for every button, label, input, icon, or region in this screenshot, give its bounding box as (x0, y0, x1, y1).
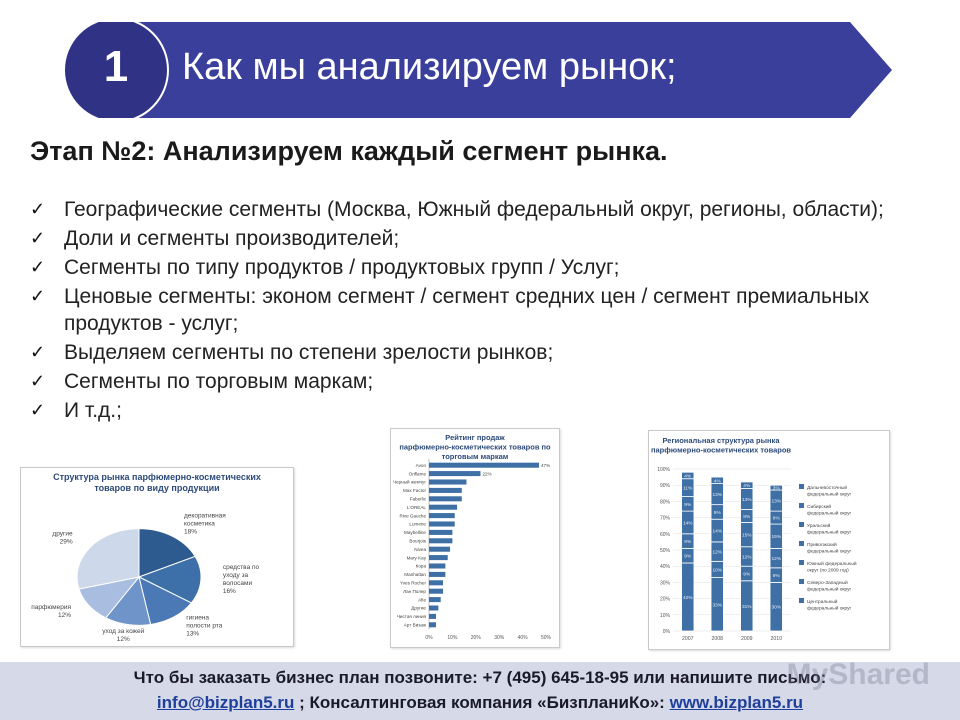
bar (429, 580, 443, 585)
list-item: ✓ Географические сегменты (Москва, Южный федеральный округ, регионы, области); (30, 198, 884, 221)
segment-value-label: 13% (712, 493, 723, 499)
legend-label: Сибирский (807, 505, 832, 510)
check-icon: ✓ (30, 286, 46, 306)
bar-value-label: 47% (540, 462, 551, 468)
bar (429, 471, 480, 476)
check-icon: ✓ (30, 342, 46, 362)
chart-title: парфюмерно-косметических товаров (650, 445, 792, 455)
bar (429, 597, 441, 602)
bar (429, 614, 436, 619)
footer-contact-line: Что бы заказать бизнес план позвоните: +7 (495) 645-18-95 или напишите письмо: (133, 668, 827, 687)
segment-value-label: 30% (771, 605, 782, 611)
y-tick-label: 50% (659, 548, 670, 554)
x-tick-label: 0% (425, 635, 433, 641)
check-icon: ✓ (30, 228, 46, 248)
legend-label: федеральный округ (807, 606, 852, 612)
pie-label: 13% (186, 630, 200, 638)
segment-value-label: 33% (712, 603, 723, 609)
bar-category-label: Другие (411, 605, 426, 611)
pie-label: косметика (184, 520, 215, 528)
chart-title: Структура рынка парфюмерно-косметических (53, 472, 261, 482)
segment-value-label: 12% (712, 550, 723, 556)
check-icon: ✓ (30, 199, 46, 219)
bar (429, 538, 452, 543)
y-tick-label: 0% (662, 629, 670, 635)
bar (429, 488, 462, 493)
pie-chart-panel (20, 467, 294, 647)
bar (429, 555, 448, 560)
legend-label: Дальневосточный (807, 486, 848, 491)
legend-label: Приволжский (807, 543, 837, 548)
check-icon: ✓ (30, 400, 46, 420)
pie-label: 18% (184, 528, 198, 536)
bar-category-label: Лан Полер (403, 588, 426, 594)
bar-chart-panel (390, 428, 560, 648)
bar-category-label: Lumene (409, 521, 426, 527)
chart-title: торговым маркам (441, 452, 509, 461)
segment-value-label: 9% (684, 554, 692, 560)
x-tick-label: 30% (494, 635, 505, 641)
segment-value-label: 9% (684, 540, 692, 546)
legend-label: федеральный округ (807, 511, 852, 517)
x-tick-label: 10% (447, 635, 458, 641)
bar (429, 521, 455, 526)
bar (429, 589, 443, 594)
x-tick-label: 2007 (681, 636, 694, 642)
bar-category-label: Avon (415, 462, 426, 468)
pie-label: уход за кожей (102, 627, 145, 635)
pie-label: средства по (222, 563, 260, 571)
segment-value-label: 4% (713, 479, 721, 485)
section-subtitle: Этап №2: Анализируем каждый сегмент рынка. (30, 136, 668, 166)
footer-links-line (0, 693, 960, 713)
legend-label: федеральный округ (807, 530, 852, 536)
segment-value-label: 8% (743, 514, 751, 520)
y-tick-label: 90% (659, 483, 670, 490)
x-tick-label: 20% (470, 635, 481, 641)
list-item: ✓ И т.д.; (30, 399, 122, 422)
legend-swatch (799, 484, 804, 489)
chart-title: Региональная структура рынка (662, 436, 780, 445)
legend-swatch (799, 560, 804, 565)
x-tick-label: 2010 (770, 636, 783, 642)
pie-label: уходу за (222, 571, 249, 579)
step-number: 1 (103, 42, 129, 91)
segment-value-label: 12% (771, 557, 782, 563)
watermark: MyShared (786, 658, 930, 691)
x-tick-label: 2009 (740, 636, 753, 642)
y-tick-label: 70% (659, 515, 670, 522)
stacked-chart-panel (648, 430, 890, 650)
bar (429, 622, 436, 627)
bar-value-label: 22% (482, 471, 492, 477)
bar (429, 530, 452, 535)
bar-category-label: Nivea (414, 546, 426, 552)
segment-value-label: 12% (741, 555, 752, 561)
bullet-list (30, 196, 910, 426)
y-tick-label: 100% (657, 467, 670, 473)
pie-label: гигиена (186, 614, 210, 622)
legend-label: Северо-Западный (807, 581, 848, 586)
bar-category-label: Rive Gauche (399, 513, 426, 519)
bar (429, 463, 539, 468)
chart-title: товаров по виду продукции (94, 483, 220, 493)
segment-value-label: 4% (743, 484, 751, 490)
pie-chart (21, 468, 293, 646)
pie-label: парфюмерия (31, 603, 72, 611)
legend-label: Центральный (807, 600, 838, 605)
bar (429, 505, 457, 510)
segment-value-label: 10% (712, 568, 723, 574)
legend-swatch (799, 598, 804, 603)
pie-label: 12% (58, 611, 72, 619)
bar-category-label: Чистая линия (396, 614, 426, 620)
list-item: ✓ Сегменты по типу продуктов / продуктовых групп / Услуг; (30, 256, 620, 279)
bar-category-label: Afie (418, 597, 426, 603)
y-tick-label: 30% (659, 580, 670, 587)
segment-value-label: 15% (741, 533, 752, 539)
bar (429, 563, 445, 568)
check-icon: ✓ (30, 371, 46, 391)
segment-value-label: 9% (772, 574, 780, 580)
segment-value-label: 42% (682, 595, 693, 601)
segment-value-label: 14% (682, 521, 693, 527)
page-title: Как мы анализируем рынок; (182, 46, 677, 88)
list-item: ✓ Доли и сегменты производителей; (30, 227, 400, 250)
y-tick-label: 40% (659, 564, 670, 571)
email-link[interactable]: info@bizplan5.ru (156, 693, 295, 712)
chart-title: Рейтинг продаж (445, 433, 505, 442)
website-link[interactable]: www.bizplan5.ru (669, 693, 804, 712)
bar-category-label: Manhattan (404, 572, 426, 578)
x-tick-label: 40% (517, 635, 528, 641)
segment-value-label: 9% (684, 502, 692, 508)
segment-value-label: 31% (741, 604, 752, 610)
segment-value-label: 11% (683, 486, 693, 492)
bar (429, 479, 466, 484)
bar-category-label: Кора (415, 563, 426, 569)
bar (429, 547, 450, 552)
bar (429, 605, 438, 610)
bar-chart (391, 429, 559, 647)
segment-value-label: 15% (771, 535, 782, 541)
bar-category-label: Max Factor (403, 488, 426, 494)
pie-label: другие (52, 530, 73, 538)
legend-label: федеральный округ (807, 549, 852, 555)
segment-value-label: 9% (743, 572, 751, 578)
bar-category-label: Maybelline (404, 530, 426, 536)
bar (429, 496, 462, 501)
y-tick-label: 80% (659, 499, 670, 506)
bar (429, 572, 445, 577)
legend-label: федеральный округ (807, 587, 852, 593)
bar-category-label: Oriflame (408, 471, 426, 477)
bar-category-label: Арт Визаж (403, 622, 426, 628)
list-item: ✓ Сегменты по торговым маркам; (30, 370, 374, 393)
x-tick-label: 2008 (711, 636, 724, 642)
segment-value-label: 13% (741, 497, 752, 503)
x-tick-label: 50% (540, 635, 552, 641)
footer-company-text: ; Консалтинговая компания «БизпланиКо»: (294, 693, 670, 712)
pie-label: 12% (116, 635, 130, 643)
y-tick-label: 60% (659, 531, 670, 538)
bar-category-label: Yves Rocher (399, 580, 426, 586)
legend-label: федеральный округ (807, 492, 852, 498)
pie-label: 29% (59, 538, 73, 546)
segment-value-label: 8% (772, 516, 780, 522)
legend-swatch (799, 503, 804, 508)
pie-label: декоративная (184, 512, 226, 520)
bar-category-label: Mary Kay (406, 555, 426, 561)
stacked-bar-chart (649, 431, 889, 649)
bar-category-label: Faberlic (409, 496, 426, 502)
bar-category-label: Черный жемчуг (392, 479, 426, 485)
chart-title: парфюмерно-косметических товаров по (399, 442, 551, 452)
y-tick-label: 20% (659, 596, 670, 603)
segment-value-label: 14% (712, 529, 723, 535)
legend-swatch (799, 541, 804, 546)
pie-label: волосами (222, 579, 253, 587)
list-item: ✓ Выделяем сегменты по степени зрелости рынков; (30, 341, 554, 364)
pie-label: 16% (222, 587, 236, 595)
legend-swatch (799, 522, 804, 527)
check-icon: ✓ (30, 257, 46, 277)
segment-value-label: 9% (713, 510, 721, 516)
segment-value-label: 4% (684, 474, 692, 480)
legend-label: Уральский (807, 524, 831, 529)
bar (429, 513, 455, 518)
bar-category-label: Bourjois (409, 538, 426, 544)
legend-swatch (799, 579, 804, 584)
list-item: ✓ Ценовые сегменты: эконом сегмент / сегмент средних цен / сегмент премиальных продуктов - услуг; (30, 285, 870, 335)
segment-value-label: 3% (772, 486, 780, 492)
pie-label: полости рта (186, 622, 223, 630)
segment-value-label: 13% (771, 499, 782, 505)
legend-label: Южный федеральный (807, 562, 857, 567)
legend-label: округ (по 2009 год) (807, 568, 849, 574)
y-tick-label: 10% (659, 612, 670, 619)
bar-category-label: L'OREAL (406, 504, 426, 510)
